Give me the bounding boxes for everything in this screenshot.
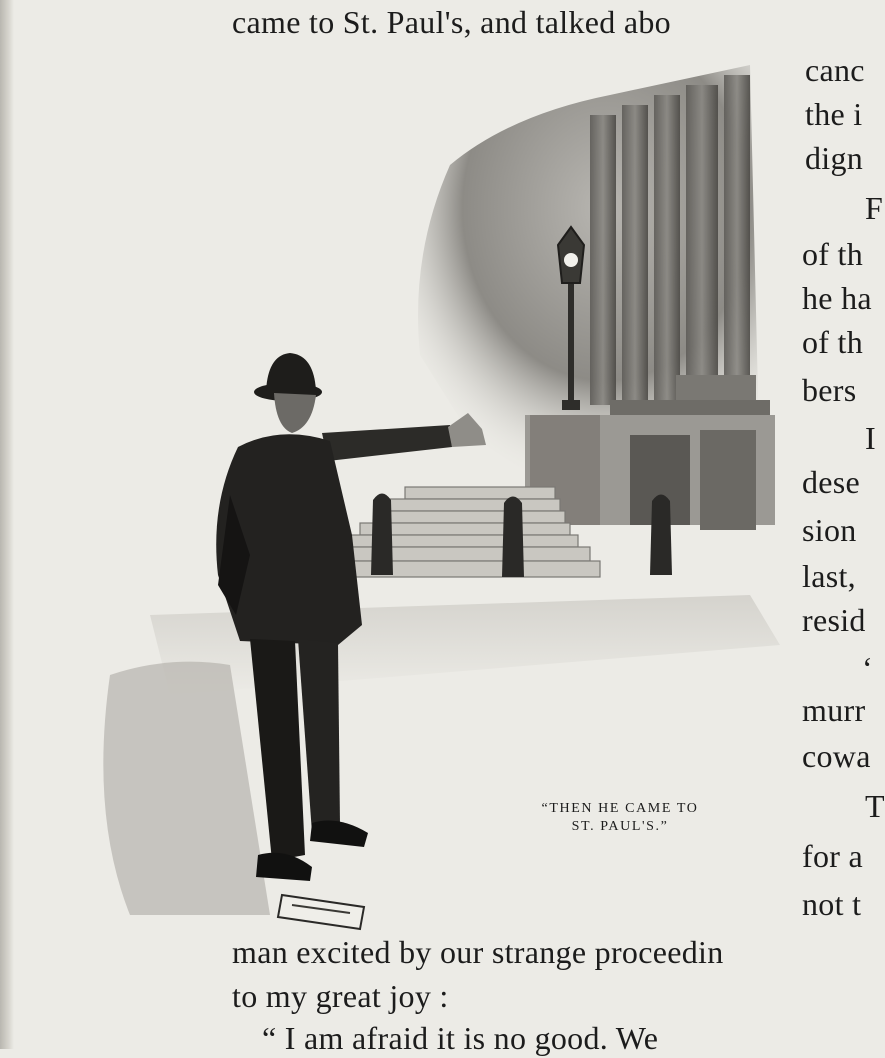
text-line-right-18: for a xyxy=(802,838,864,874)
text-line-right-14: ‘ xyxy=(862,650,873,686)
text-line-bottom-2: to my great joy : xyxy=(232,978,449,1014)
text-line-right-4: F xyxy=(865,190,884,226)
text-line-bottom-1: man excited by our strange proceedin xyxy=(232,934,724,970)
text-line-right-15: murr xyxy=(802,692,866,728)
text-line-right-2: the i xyxy=(805,96,863,132)
caption-line-1: “THEN HE CAME TO xyxy=(541,801,699,816)
cathedral-background xyxy=(418,65,775,530)
text-line-right-12: last, xyxy=(802,558,856,594)
text-line-right-5: of th xyxy=(802,236,864,272)
text-line-right-10: dese xyxy=(802,464,861,500)
newspaper-on-ground xyxy=(278,895,364,929)
text-line-right-19: not t xyxy=(802,886,862,922)
caption-line-2: ST. PAUL'S.” xyxy=(571,819,669,834)
cathedral-steps xyxy=(330,487,600,577)
text-line-right-8: bers xyxy=(802,372,857,408)
text-line-right-17: T xyxy=(865,788,885,824)
text-line-right-6: he ha xyxy=(802,280,872,316)
text-line-right-7: of th xyxy=(802,324,864,360)
text-line-right-11: sion xyxy=(802,512,857,548)
text-line-right-9: I xyxy=(865,420,876,456)
text-line-right-13: resid xyxy=(802,602,866,638)
illustration-caption xyxy=(470,800,770,836)
page-binding-edge xyxy=(0,0,14,1049)
text-line-right-3: dign xyxy=(805,140,864,176)
text-line-right-16: cowa xyxy=(802,738,871,774)
text-line-top: came to St. Paul's, and talked abo xyxy=(232,4,671,40)
text-line-bottom-3: “ I am afraid it is no good. We xyxy=(262,1020,659,1056)
text-line-right-1: canc xyxy=(805,52,865,88)
